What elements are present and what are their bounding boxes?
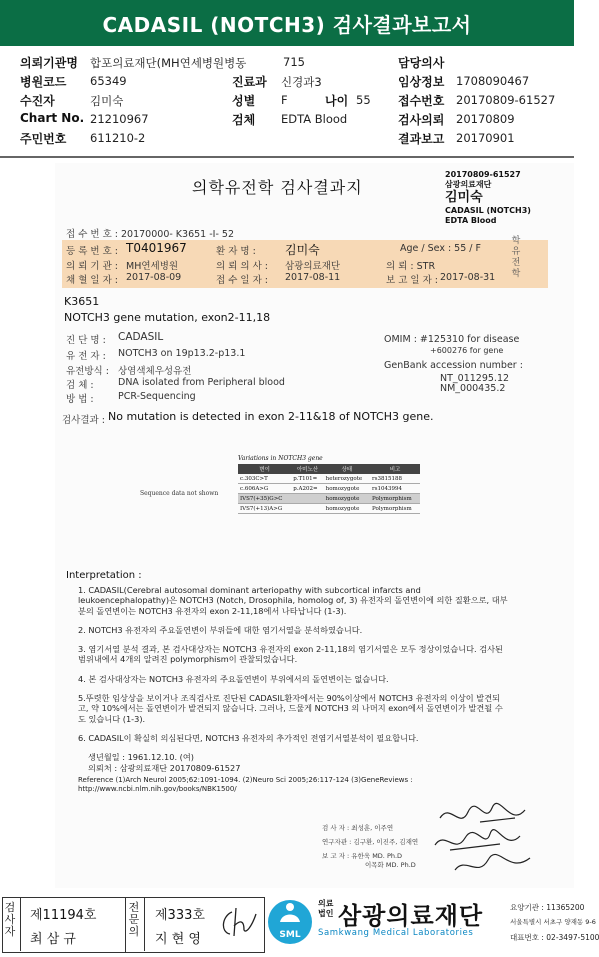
variation-cell: c.606A>G <box>238 484 291 494</box>
report-date-label: 보 고 일 자 : <box>386 275 438 286</box>
lab-head: 연구자관 : 김구환, 이진주, 김재연 <box>322 838 419 846</box>
header-value: F <box>281 93 288 107</box>
variation-cell: rs1043994 <box>370 484 420 494</box>
variation-cell: Polymorphism <box>370 504 420 514</box>
variation-cell: p.A202= <box>291 484 323 494</box>
address: 서울특별시 서초구 양재동 9-6 <box>510 918 596 926</box>
header-label: 나이 <box>325 94 349 108</box>
variation-cell: c.303C>T <box>238 474 291 484</box>
interpretation-paragraph: 2. NOTCH3 유전자의 주요돌연변이 부위들에 대한 염기서열을 분석하였습니다. <box>78 624 363 635</box>
header-label: 담당의사 <box>398 56 445 70</box>
omim: OMIM : #125310 for disease <box>384 334 520 345</box>
interpretation-paragraph: 6. CADASIL이 확실히 의심된다면, NOTCH3 유전자의 추가적인 전염기서열분석이 필요합니다. <box>78 732 419 743</box>
specialist-signature <box>218 906 258 940</box>
table-row <box>238 494 420 504</box>
report-banner <box>0 0 574 46</box>
birth-info: 생년월일 : 1961.12.10. (여) <box>88 752 194 763</box>
interpretation-heading: Interpretation : <box>66 570 142 581</box>
brand-name: 삼광의료재단 <box>338 902 484 930</box>
interpretation-paragraph: 4. 본 검사대상자는 NOTCH3 유전자의 주요돌연변이 부위에서의 돌연변이는 없습니다. <box>78 673 389 684</box>
header-label: 검사의뢰 <box>398 113 445 127</box>
dx: CADASIL <box>118 331 164 343</box>
header-value: EDTA Blood <box>281 112 348 126</box>
reference: Reference (1)Arch Neurol 2005;62:1091-1094. (2)Neuro Sci 2005;26:117-124 (3)GeneReviews : http://www.ncbi.nlm.nih.gov/books/NBK1500/ <box>78 775 413 793</box>
genbank-label: GenBank accession number : <box>384 360 523 371</box>
header-label: 결과보고 <box>398 132 445 146</box>
report-title: CADASIL (NOTCH3) 검사결과보고서 <box>102 12 472 37</box>
facility-code: 요양기관 : 11365200 <box>510 903 585 912</box>
interpretation-paragraph: 1. CADASIL(Cerebral autosomal dominant arteriopathy with subcortical infarcts and leukoencephalopathy)은 NOTCH3 (Notch, Drosophila, homolog of, 3) 유전자의 돌연변이에 의한 질환으로, 대부분의 돌연변이는 NOTCH3 유전자의 exon 2-11,18에서 나타납니다 (1-3). <box>78 585 508 616</box>
brand-tag-1: 의료 <box>318 899 334 908</box>
logo-figure-icon <box>278 902 302 924</box>
genbank-nt: NT_011295.12 <box>440 373 510 384</box>
gene-label: 유 전 자 : <box>66 351 106 362</box>
test-code: K3651 <box>64 295 100 308</box>
variation-cell <box>291 494 323 504</box>
specimen-label: 검 체 : <box>66 380 94 391</box>
req-inst-label: 의 뢰 기 관 : <box>66 261 118 272</box>
reg-no-label: 등 록 번 호 : <box>66 246 118 257</box>
interpretation-paragraph: 3. 염기서열 분석 결과, 본 검사대상자는 NOTCH3 유전자의 exon 2-11,18의 염기서열은 모두 정상이었습니다. 검사된 범위내에서 4개의 알려진 polymorphism이 관찰되었습니다. <box>78 644 503 665</box>
signature-marks <box>430 800 550 882</box>
header-divider <box>0 156 574 158</box>
header-value: 20170809-61527 <box>456 93 556 107</box>
header-label: 의뢰기관명 <box>20 56 78 70</box>
header-value: 611210-2 <box>90 131 146 145</box>
header-label: 임상정보 <box>398 75 445 89</box>
header-label: 성별 <box>232 94 256 108</box>
header-value: 21210967 <box>90 112 149 126</box>
table-row <box>238 474 420 484</box>
interpretation-paragraph: 5.뚜렷한 임상상을 보이거나 조직검사로 진단된 CADASIL환자에서는 90%이상에서 NOTCH3 유전자의 이상이 발견되고, 약 10%에서는 돌연변이가 발견되지 않습니다. 그러나, 드물게 NOTCH3 의 나머지 exon에서 돌연변이가 발견될 수도 있습니다 (1-3). <box>78 693 503 724</box>
header-value: 신경과3 <box>281 75 322 89</box>
header-value: 20170809 <box>456 112 515 126</box>
collect-label: 채 혈 일 자 : <box>66 275 118 286</box>
specialist-box-divider <box>144 897 145 951</box>
dx-label: 진 단 명 : <box>66 335 106 346</box>
reporter: 보 고 자 : 유한욱 MD. Ph.D <box>322 852 403 860</box>
variation-cell: homozygote <box>324 494 370 504</box>
header-value: 1708090467 <box>456 74 530 88</box>
sample-label-sticker <box>445 170 531 226</box>
req-inst: MH연세병원 <box>126 261 179 272</box>
variation-cell: heterozygote <box>324 474 370 484</box>
collect-date: 2017-08-09 <box>126 272 182 283</box>
result-sheet-title: 의학유전학 검사결과지 <box>192 178 363 197</box>
patient-label: 환 자 명 : <box>216 246 256 257</box>
variation-col-header: 비고 <box>370 464 420 474</box>
variation-col-header: 아미노산 <box>291 464 323 474</box>
variation-cell <box>291 504 323 514</box>
inherit: 상염색체우성유전 <box>118 366 192 377</box>
tester-box-divider <box>20 897 21 951</box>
variation-col-header: 상태 <box>324 464 370 474</box>
variation-cell: rs3815188 <box>370 474 420 484</box>
variation-cell: homozygote <box>324 484 370 494</box>
specialist-license: 제333호 <box>155 908 205 923</box>
variations-caption: Variations in NOTCH3 gene <box>238 455 323 462</box>
logo-text: SML <box>279 930 301 940</box>
variation-cell: IVS7(+13)A>G <box>238 504 291 514</box>
report-date: 2017-08-31 <box>440 272 496 283</box>
patient-name: 김미숙 <box>285 243 320 257</box>
sticker-org: 삼광의료재단 <box>445 180 492 189</box>
side-label: 학유전학 <box>511 236 521 279</box>
sticker-accession: 20170809-61527 <box>445 170 521 179</box>
header-value: 55 <box>356 93 371 107</box>
phone: 대표번호 : 02-3497-5100 <box>510 933 599 942</box>
method: PCR-Sequencing <box>118 391 196 402</box>
variations-table-block <box>238 455 420 514</box>
brand-corporate-tag <box>318 899 333 919</box>
inherit-label: 유전방식 : <box>66 366 109 377</box>
method-label: 방 법 : <box>66 394 94 405</box>
table-row <box>238 484 420 494</box>
header-label: 주민번호 <box>20 132 67 146</box>
interpretation-body <box>78 585 508 794</box>
header-value: 김미숙 <box>90 94 124 108</box>
variation-col-header: 변이 <box>238 464 291 474</box>
reg-no: T0401967 <box>126 241 187 255</box>
header-value: 715 <box>283 55 305 69</box>
variation-cell: IVS7(+35)G>C <box>238 494 291 504</box>
requester-info: 의뢰처 : 삼광의료재단 20170809-61527 <box>88 762 241 773</box>
ward: 의 뢰 : STR <box>386 261 436 272</box>
header-value: 합포의료재단(MH연세병원병동 <box>90 56 247 70</box>
sticker-patient: 김미숙 <box>445 190 483 205</box>
variation-cell: p.T101= <box>291 474 323 484</box>
variation-cell: homozygote <box>324 504 370 514</box>
specialist-vertical-label: 전문의 <box>128 901 140 938</box>
tester-license: 제11194호 <box>30 908 97 923</box>
gene: NOTCH3 on 19p13.2-p13.1 <box>118 348 246 359</box>
table-row <box>238 504 420 514</box>
sticker-specimen: EDTA Blood <box>445 216 497 225</box>
receipt-no: 접 수 번 호 : 20170000- K3651 -I- 52 <box>66 229 235 240</box>
tester-name: 최 삼 규 <box>30 932 76 947</box>
variation-cell: Polymorphism <box>370 494 420 504</box>
req-doc: 삼광의료재단 <box>285 261 341 272</box>
reporter-2: 이목화 MD. Ph.D <box>365 861 416 869</box>
sticker-test: CADASIL (NOTCH3) <box>445 206 531 215</box>
test-name: NOTCH3 gene mutation, exon2-11,18 <box>64 311 271 324</box>
result-label: 검사결과 : <box>62 415 105 426</box>
header-label: Chart No. <box>20 111 85 125</box>
header-label: 진료과 <box>232 75 267 89</box>
specialist-name: 지 현 영 <box>155 932 201 947</box>
brand-name-en: Samkwang Medical Laboratories <box>318 928 474 938</box>
header-label: 병원코드 <box>20 75 67 89</box>
req-doc-label: 의 뢰 의 사 : <box>216 261 268 272</box>
header-value: 20170901 <box>456 131 515 145</box>
tester: 검 사 자 : 최성훈, 이주연 <box>322 824 394 832</box>
header-label: 접수번호 <box>398 94 445 108</box>
tester-vertical-label: 검사자 <box>4 901 16 938</box>
brand-tag-2: 법인 <box>318 909 334 918</box>
specimen: DNA isolated from Peripheral blood <box>118 377 285 388</box>
header-value: 65349 <box>90 74 127 88</box>
header-label: 수진자 <box>20 94 55 108</box>
variations-table <box>238 464 420 514</box>
receipt-date-label: 접 수 일 자 : <box>216 275 268 286</box>
omim-gene: +600276 for gene <box>430 346 504 355</box>
header-label: 검체 <box>232 113 256 127</box>
age-sex: Age / Sex : 55 / F <box>400 243 481 254</box>
genbank-nm: NM_000435.2 <box>440 383 506 394</box>
result-text: No mutation is detected in exon 2-11&18 of NOTCH3 gene. <box>108 410 434 423</box>
receipt-date: 2017-08-11 <box>285 272 341 283</box>
seq-note: Sequence data not shown <box>140 490 219 497</box>
